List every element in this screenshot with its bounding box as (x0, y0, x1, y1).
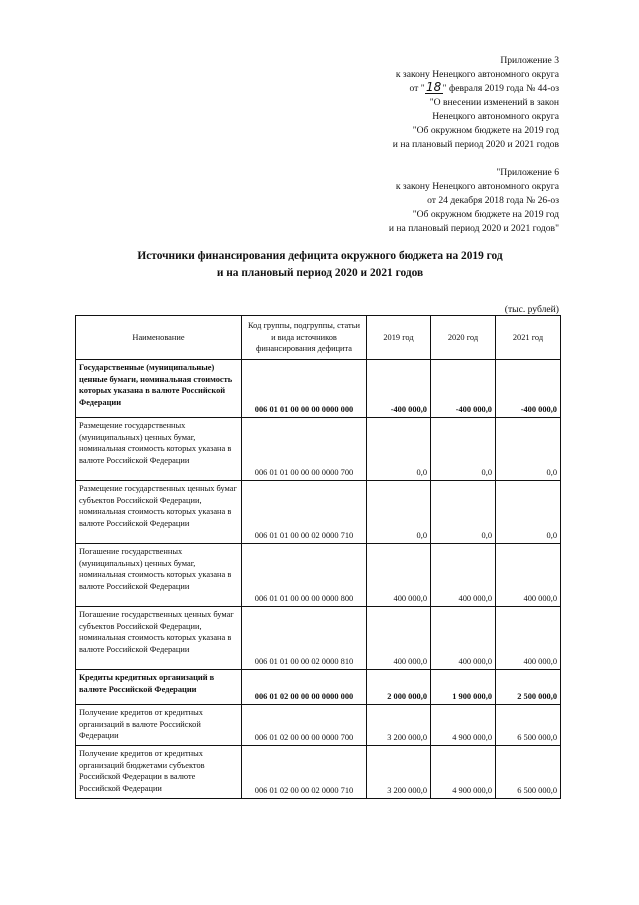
row-value-2019: 400 000,0 (367, 607, 431, 670)
row-name: Государственные (муниципальные) ценные бумаги, номинальная стоимость которых указана в валюте Российской Федерации (76, 360, 242, 418)
table-row (76, 670, 561, 705)
table-row (76, 360, 561, 418)
row-value-2019: 0,0 (367, 418, 431, 481)
title-line-1: Источники финансирования дефицита окружного бюджета на 2019 год (137, 250, 503, 262)
row-name: Размещение государственных ценных бумаг субъектов Российской Федерации, номинальная стоимость которых указана в валюте Российской Федерации (76, 481, 242, 544)
row-value-2020: 400 000,0 (431, 607, 496, 670)
row-value-2021: -400 000,0 (496, 360, 561, 418)
appendix-line: и на плановый период 2020 и 2021 годов (392, 139, 559, 150)
row-value-2019: 0,0 (367, 481, 431, 544)
row-code: 006 01 01 00 00 02 0000 810 (242, 607, 367, 670)
appendix-line: и на плановый период 2020 и 2021 годов" (388, 223, 559, 234)
units-label: (тыс. рублей) (504, 304, 559, 315)
row-value-2021: 6 500 000,0 (496, 746, 561, 799)
row-value-2020: 4 900 000,0 (431, 705, 496, 746)
row-value-2021: 2 500 000,0 (496, 670, 561, 705)
header-2019: 2019 год (367, 316, 431, 360)
row-value-2019: -400 000,0 (367, 360, 431, 418)
row-name: Погашение государственных ценных бумаг субъектов Российской Федерации, номинальная стоимость которых указана в валюте Российской Федерации (76, 607, 242, 670)
row-name: Размещение государственных (муниципальных) ценных бумаг, номинальная стоимость которых указана в валюте Российской Федерации (76, 418, 242, 481)
financing-sources-table (75, 315, 561, 799)
row-code: 006 01 02 00 00 00 0000 000 (242, 670, 367, 705)
row-code: 006 01 01 00 00 00 0000 800 (242, 544, 367, 607)
header-2020: 2020 год (431, 316, 496, 360)
table-row (76, 544, 561, 607)
row-code: 006 01 02 00 00 00 0000 700 (242, 705, 367, 746)
row-name: Получение кредитов от кредитных организаций бюджетами субъектов Российской Федерации в валюте Российской Федерации (76, 746, 242, 799)
table-row (76, 607, 561, 670)
row-value-2019: 400 000,0 (367, 544, 431, 607)
appendix-line: "Об окружном бюджете на 2019 год (412, 209, 559, 220)
row-code: 006 01 01 00 00 00 0000 000 (242, 360, 367, 418)
document-title (60, 248, 580, 282)
row-value-2020: 4 900 000,0 (431, 746, 496, 799)
row-value-2020: -400 000,0 (431, 360, 496, 418)
appendix-3-header (393, 54, 559, 152)
header-2021: 2021 год (496, 316, 561, 360)
row-value-2021: 0,0 (496, 418, 561, 481)
row-value-2020: 0,0 (431, 481, 496, 544)
table-header-row (76, 316, 561, 360)
row-value-2021: 0,0 (496, 481, 561, 544)
row-name: Получение кредитов от кредитных организаций в валюте Российской Федерации (76, 705, 242, 746)
appendix-line: Ненецкого автономного округа (432, 111, 559, 122)
appendix-line: к закону Ненецкого автономного округа (395, 69, 559, 80)
appendix-line: "Приложение 6 (496, 167, 559, 178)
appendix-line: "О внесении изменений в закон (429, 97, 559, 108)
row-name: Погашение государственных (муниципальных) ценных бумаг, номинальная стоимость которых указана в валюте Российской Федерации (76, 544, 242, 607)
handwritten-day: 18 (426, 80, 442, 94)
appendix-line: к закону Ненецкого автономного округа (395, 181, 559, 192)
table-row (76, 481, 561, 544)
row-name: Кредиты кредитных организаций в валюте Российской Федерации (76, 670, 242, 705)
row-value-2019: 3 200 000,0 (367, 705, 431, 746)
row-code: 006 01 01 00 00 00 0000 700 (242, 418, 367, 481)
row-value-2021: 400 000,0 (496, 544, 561, 607)
header-code: Код группы, подгруппы, статьи и вида источников финансирования дефицита (242, 316, 367, 360)
appendix-line: от 24 декабря 2018 года № 26-оз (427, 195, 559, 206)
row-value-2020: 1 900 000,0 (431, 670, 496, 705)
row-value-2019: 2 000 000,0 (367, 670, 431, 705)
appendix-6-header (389, 166, 559, 236)
row-value-2020: 400 000,0 (431, 544, 496, 607)
row-value-2021: 6 500 000,0 (496, 705, 561, 746)
appendix-date-line (393, 82, 559, 96)
date-prefix: от " (409, 83, 425, 94)
appendix-line: Приложение 3 (500, 55, 559, 66)
row-value-2019: 3 200 000,0 (367, 746, 431, 799)
appendix-line: "Об окружном бюджете на 2019 год (412, 125, 559, 136)
table-row (76, 746, 561, 799)
table-row (76, 705, 561, 746)
row-value-2021: 400 000,0 (496, 607, 561, 670)
table-row (76, 418, 561, 481)
date-suffix: " февраля 2019 года № 44-оз (442, 83, 559, 94)
row-value-2020: 0,0 (431, 418, 496, 481)
row-code: 006 01 02 00 00 02 0000 710 (242, 746, 367, 799)
title-line-2: и на плановый период 2020 и 2021 годов (216, 267, 424, 279)
header-name: Наименование (76, 316, 242, 360)
row-code: 006 01 01 00 00 02 0000 710 (242, 481, 367, 544)
